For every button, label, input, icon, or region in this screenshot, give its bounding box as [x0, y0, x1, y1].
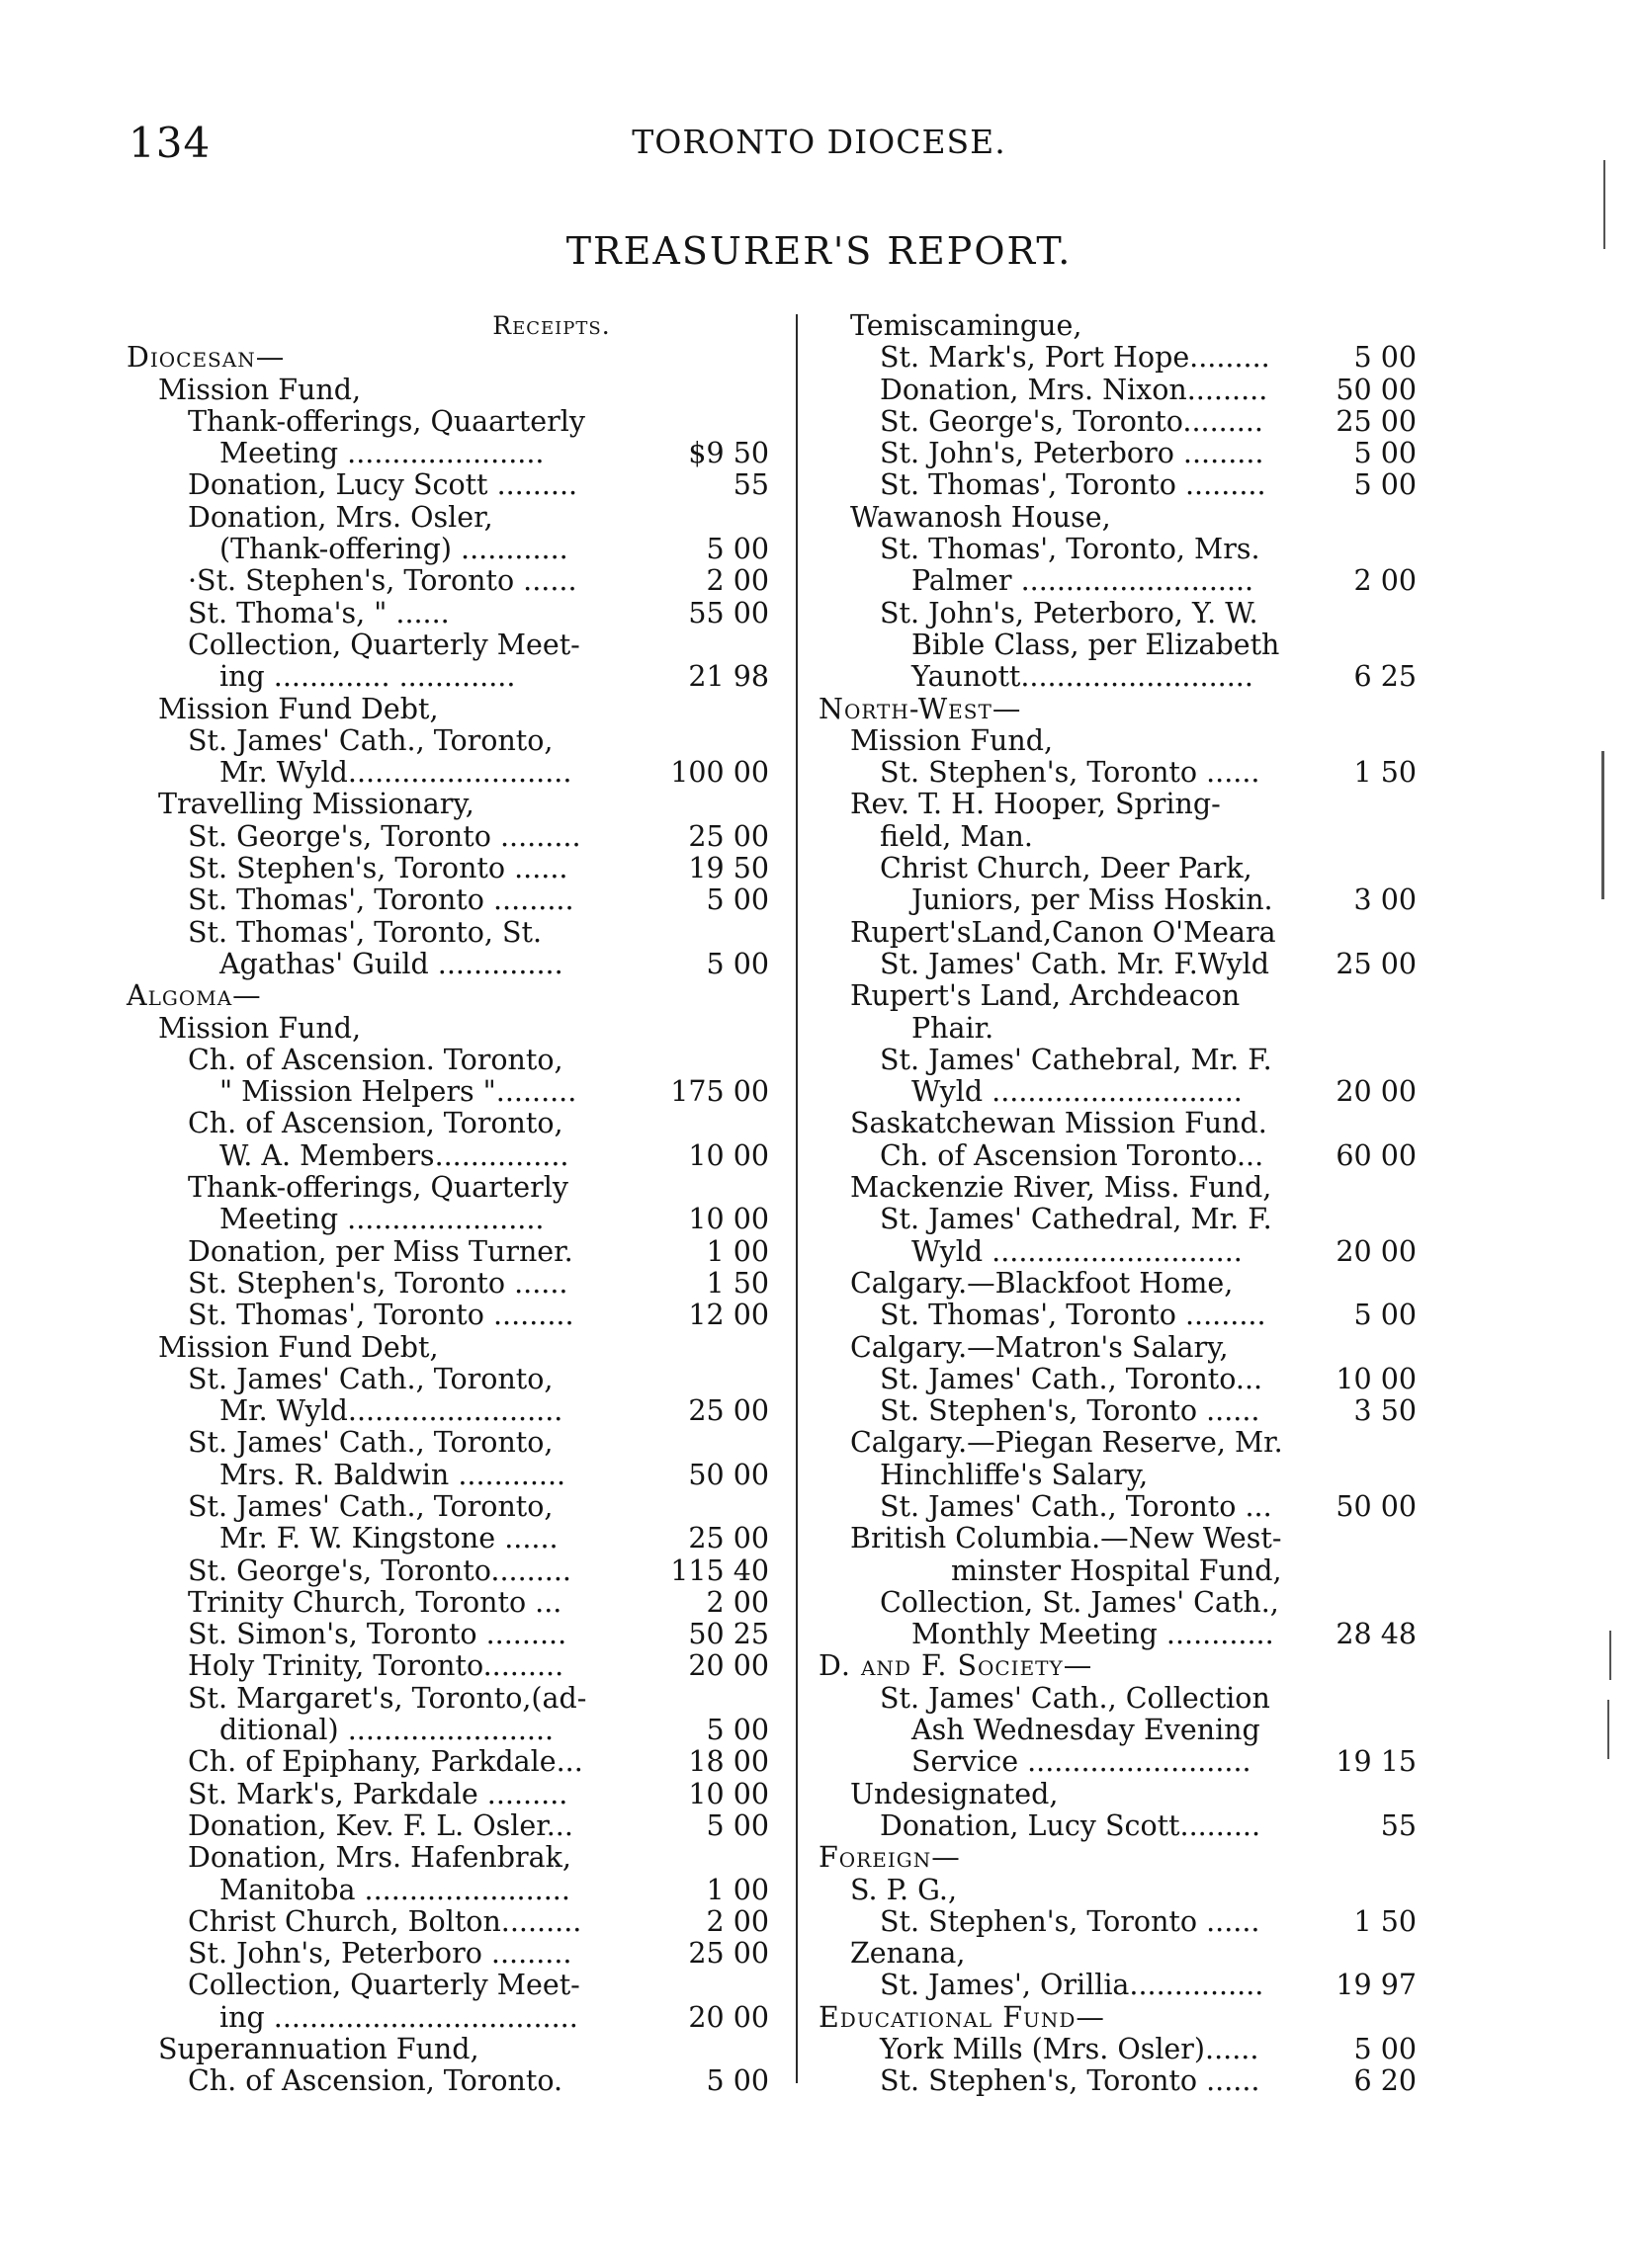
ledger-entry-label: Christ Church, Deer Park,	[880, 852, 1252, 885]
ledger-entry-label: Hinchliffe's Salary,	[880, 1458, 1149, 1491]
ledger-entry-amount: 1 50	[706, 1266, 769, 1300]
ledger-entry-label: Ash Wednesday Evening	[911, 1714, 1260, 1747]
ledger-entry-amount: 60 00	[1336, 1138, 1417, 1172]
ledger-line	[127, 1204, 769, 1235]
ledger-entry-label: Monthly Meeting ............	[911, 1618, 1274, 1651]
ledger-entry-amount: 1 50	[1353, 756, 1417, 790]
ledger-entry-label: St. James' Cath., Toronto,	[188, 723, 554, 757]
ledger-entry-label: Collection, Quarterly Meet-	[188, 1969, 580, 2002]
ledger-line	[819, 1938, 1451, 1970]
ledger-entry-amount: 25 00	[688, 819, 769, 853]
ledger-line	[127, 1491, 769, 1523]
ledger-entry-label: St. James' Cathedral, Mr. F.	[880, 1203, 1272, 1236]
ledger-entry-label: ·St. Stephen's, Toronto ......	[188, 564, 577, 598]
margin-mark	[1601, 751, 1604, 899]
ledger-entry-label: ditional) .......................	[219, 1714, 555, 1747]
ledger-line	[127, 1938, 769, 1970]
ledger-line	[819, 694, 1451, 725]
ledger-line	[127, 2002, 769, 2034]
ledger-entry-amount: 5 00	[706, 1714, 769, 1747]
ledger-entry-label: St. George's, Toronto.........	[188, 1554, 571, 1587]
ledger-entry-label: St. John's, Peterboro .........	[880, 437, 1264, 470]
ledger-entry-label: St. Thomas', Toronto .........	[880, 468, 1266, 502]
ledger-entry-amount: 5 00	[1353, 2033, 1417, 2066]
ledger-entry-amount: 1 50	[1353, 1904, 1417, 1938]
ledger-entry-label: Juniors, per Miss Hoskin.	[911, 883, 1273, 917]
ledger-line	[819, 1555, 1451, 1587]
ledger-entry-label: Holy Trinity, Toronto.........	[188, 1649, 564, 1683]
ledger-line	[127, 1970, 769, 2001]
ledger-entry-label: Trinity Church, Toronto ...	[188, 1585, 562, 1619]
ledger-entry-label: Rupert'sLand,Canon O'Meara	[850, 915, 1276, 949]
ledger-line	[819, 1715, 1451, 1746]
ledger-entry-amount: 5 00	[706, 883, 769, 917]
ledger-entry-amount: 2 00	[1353, 564, 1417, 598]
ledger-entry-label: Undesignated,	[850, 1777, 1059, 1810]
ledger-line	[127, 565, 769, 597]
ledger-entry-label: St. James' Cath., Toronto,	[188, 1426, 554, 1460]
ledger-line	[819, 1587, 1451, 1619]
ledger-line	[127, 2065, 769, 2097]
ledger-line	[127, 406, 769, 438]
ledger-entry-amount: 20 00	[1336, 1234, 1417, 1268]
ledger-entry-label: Wyld ............................	[911, 1234, 1243, 1268]
ledger-entry-label: Ch. of Ascension Toronto...	[880, 1138, 1264, 1172]
ledger-entry-label: Wawanosh House,	[850, 500, 1111, 534]
ledger-entry-amount: 25 00	[1336, 947, 1417, 980]
ledger-line	[127, 1172, 769, 1204]
ledger-entry-label: " Mission Helpers ".........	[219, 1075, 577, 1109]
ledger-line	[819, 1523, 1451, 1554]
ledger-entry-amount: 18 00	[688, 1745, 769, 1779]
ledger-entry-amount: 50 00	[1336, 1489, 1417, 1523]
ledger-line	[127, 884, 769, 916]
ledger-entry-amount: 20 00	[1336, 1075, 1417, 1109]
ledger-line	[127, 534, 769, 565]
ledger-line	[127, 1650, 769, 1682]
ledger-entry-label: Service .........................	[911, 1745, 1251, 1779]
ledger-entry-amount: 10 00	[688, 1777, 769, 1810]
ledger-entry-label: Donation, Kev. F. L. Osler...	[188, 1808, 573, 1842]
ledger-entry-label: Donation, per Miss Turner.	[188, 1234, 573, 1268]
ledger-entry-amount: 5 00	[1353, 468, 1417, 502]
ledger-entry-label: Ch. of Ascension. Toronto,	[188, 1043, 563, 1076]
ledger-entry-label: St. George's, Toronto.........	[880, 404, 1263, 438]
ledger-entry-label: W. A. Members...............	[219, 1138, 569, 1172]
ledger-entry-label: St. Stephen's, Toronto ......	[188, 1266, 568, 1300]
ledger-line	[819, 565, 1451, 597]
ledger-line	[819, 342, 1451, 374]
running-title: TORONTO DIOCESE.	[632, 123, 1006, 161]
ledger-entry-label: St. James' Cath., Toronto...	[880, 1362, 1263, 1395]
ledger-line	[127, 1906, 769, 1938]
ledger-line	[127, 661, 769, 693]
ledger-line	[127, 1715, 769, 1746]
ledger-entry-label: St. Mark's, Port Hope.........	[880, 341, 1270, 375]
ledger-entry-label: Donation, Lucy Scott .........	[188, 468, 578, 502]
ledger-entry-label: St. Mark's, Parkdale .........	[188, 1777, 568, 1810]
ledger-entry-amount: 2 00	[706, 1585, 769, 1619]
ledger-entry-label: St. James' Cath. Mr. F.Wyld	[880, 947, 1269, 980]
ledger-line	[127, 1460, 769, 1491]
ledger-line	[819, 598, 1451, 630]
ledger-line	[819, 2065, 1451, 2097]
ledger-entry-label: Calgary.—Piegan Reserve, Mr.	[850, 1426, 1283, 1460]
ledger-entry-label: Mission Fund,	[158, 1011, 362, 1045]
ledger-entry-label: St. James' Cath., Toronto ...	[880, 1489, 1272, 1523]
ledger-entry-label: Palmer ..........................	[911, 564, 1254, 598]
ledger-line	[819, 1140, 1451, 1172]
ledger-line	[127, 1364, 769, 1395]
ledger-line	[127, 917, 769, 949]
ledger-line	[819, 1842, 1451, 1874]
ledger-line	[819, 789, 1451, 820]
ledger-entry-label: St. Thomas', Toronto .........	[188, 883, 574, 917]
ledger-line	[127, 469, 769, 501]
ledger-entry-label: Travelling Missionary,	[158, 788, 474, 821]
ledger-line	[819, 438, 1451, 469]
ledger-entry-label: ing ..................................	[219, 2000, 578, 2034]
ledger-entry-label: St. Stephen's, Toronto ......	[880, 1394, 1260, 1428]
ledger-entry-amount: 20 00	[688, 1649, 769, 1683]
ledger-entry-label: Thank-offerings, Quaarterly	[188, 404, 585, 438]
ledger-entry-label: D. and F. Society—	[819, 1649, 1093, 1683]
ledger-entry-label: Collection, Quarterly Meet-	[188, 628, 580, 661]
ledger-entry-label: Phair.	[911, 1011, 994, 1045]
ledger-line	[819, 1491, 1451, 1523]
ledger-line	[127, 1587, 769, 1619]
ledger-line	[127, 1300, 769, 1331]
ledger-line	[819, 757, 1451, 789]
ledger-entry-label: St. John's, Peterboro, Y. W.	[880, 596, 1258, 630]
ledger-entry-amount: 25 00	[688, 1937, 769, 1971]
ledger-entry-amount: 19 15	[1336, 1745, 1417, 1779]
margin-mark	[1609, 1631, 1611, 1680]
ledger-line	[127, 1619, 769, 1650]
ledger-entry-label: (Thank-offering) ............	[219, 533, 568, 566]
ledger-entry-label: St. James' Cath., Toronto,	[188, 1489, 554, 1523]
ledger-entry-label: Mission Fund Debt,	[158, 692, 439, 725]
ledger-entry-label: Rev. T. H. Hooper, Spring-	[850, 788, 1221, 821]
ledger-entry-label: Bible Class, per Elizabeth	[911, 628, 1280, 661]
ledger-line	[819, 1683, 1451, 1715]
ledger-entry-label: Mr. Wyld........................	[219, 1394, 563, 1428]
ledger-entry-label: St. Thomas', Toronto, St.	[188, 915, 543, 949]
ledger-entry-label: Mrs. R. Baldwin ............	[219, 1458, 566, 1491]
ledger-entry-amount: 25 00	[688, 1522, 769, 1555]
ledger-entry-label: Mission Fund,	[158, 373, 362, 406]
ledger-entry-amount: 21 98	[688, 660, 769, 694]
ledger-line	[819, 630, 1451, 661]
ledger-line	[127, 980, 769, 1012]
report-title: TREASURER'S REPORT.	[565, 229, 1073, 273]
ledger-entry-label: Donation, Lucy Scott.........	[880, 1808, 1261, 1842]
ledger-entry-amount: 10 00	[688, 1138, 769, 1172]
ledger-line	[127, 502, 769, 534]
ledger-entry-amount: 50 00	[1336, 373, 1417, 406]
ledger-line	[819, 534, 1451, 565]
ledger-entry-label: St. Thoma's, " ......	[188, 596, 450, 630]
receipts-right-column	[819, 310, 1451, 2098]
ledger-entry-label: Collection, St. James' Cath.,	[880, 1585, 1279, 1619]
ledger-line	[819, 1810, 1451, 1842]
ledger-entry-label: minster Hospital Fund,	[951, 1554, 1282, 1587]
receipts-left-column	[127, 310, 769, 2098]
ledger-line	[819, 884, 1451, 916]
ledger-line	[127, 757, 769, 789]
ledger-line	[819, 980, 1451, 1012]
ledger-entry-amount: 1 00	[706, 1234, 769, 1268]
ledger-line	[819, 821, 1451, 853]
ledger-line	[819, 310, 1451, 342]
ledger-entry-amount: 100 00	[670, 756, 769, 790]
ledger-line	[819, 1746, 1451, 1778]
ledger-entry-label: Meeting ......................	[219, 437, 545, 470]
ledger-line	[127, 630, 769, 661]
ledger-entry-amount: 50 00	[688, 1458, 769, 1491]
page-number: 134	[129, 119, 212, 167]
ledger-line	[819, 1427, 1451, 1459]
ledger-entry-amount: 1 00	[706, 1873, 769, 1906]
ledger-line	[127, 310, 769, 342]
ledger-line	[819, 1013, 1451, 1045]
ledger-entry-amount: 28 48	[1336, 1618, 1417, 1651]
ledger-line	[127, 694, 769, 725]
ledger-line	[127, 1746, 769, 1778]
ledger-entry-amount: 6 20	[1353, 2064, 1417, 2098]
ledger-line	[819, 1045, 1451, 1076]
ledger-line	[127, 1427, 769, 1459]
ledger-entry-label: Meeting ......................	[219, 1203, 545, 1236]
ledger-line	[819, 853, 1451, 884]
ledger-entry-amount: 55 00	[688, 596, 769, 630]
ledger-line	[127, 789, 769, 820]
ledger-entry-label: Mr. Wyld.........................	[219, 756, 572, 790]
ledger-line	[127, 1013, 769, 1045]
ledger-line	[819, 661, 1451, 693]
ledger-entry-label: British Columbia.—New West-	[850, 1522, 1282, 1555]
ledger-entry-label: field, Man.	[880, 819, 1033, 853]
ledger-entry-label: Wyld ............................	[911, 1075, 1243, 1109]
ledger-entry-label: Yaunott..........................	[911, 660, 1253, 694]
ledger-line	[127, 821, 769, 853]
ledger-line	[127, 1842, 769, 1874]
ledger-entry-label: Algoma—	[127, 979, 262, 1013]
ledger-entry-amount: 5 00	[706, 2064, 769, 2098]
ledger-line	[819, 949, 1451, 980]
ledger-entry-label: St. Margaret's, Toronto,(ad-	[188, 1681, 587, 1715]
ledger-entry-label: St. Thomas', Toronto .........	[188, 1299, 574, 1332]
ledger-entry-label: Mr. F. W. Kingstone ......	[219, 1522, 559, 1555]
ledger-line	[819, 2034, 1451, 2065]
ledger-entry-label: St. Thomas', Toronto .........	[880, 1299, 1266, 1332]
ledger-entry-label: St. George's, Toronto .........	[188, 819, 581, 853]
ledger-entry-label: Diocesan—	[127, 341, 286, 375]
ledger-entry-label: North-West—	[819, 692, 1022, 725]
ledger-entry-amount: 20 00	[688, 2000, 769, 2034]
ledger-line	[127, 1108, 769, 1139]
ledger-entry-label: Calgary.—Blackfoot Home,	[850, 1266, 1234, 1300]
ledger-line	[127, 1268, 769, 1300]
ledger-entry-label: ing ............. .............	[219, 660, 516, 694]
ledger-entry-amount: 3 50	[1353, 1394, 1417, 1428]
ledger-entry-label: St. James', Orillia...............	[880, 1969, 1264, 2002]
ledger-entry-amount: 12 00	[688, 1299, 769, 1332]
ledger-entry-label: St. James' Cath., Collection	[880, 1681, 1270, 1715]
ledger-entry-amount: 115 40	[670, 1554, 769, 1587]
ledger-entry-label: Superannuation Fund,	[158, 2033, 479, 2066]
margin-mark	[1603, 160, 1605, 249]
ledger-entry-amount: 50 25	[688, 1618, 769, 1651]
ledger-entry-amount: 25 00	[1336, 404, 1417, 438]
ledger-entry-amount: 5 00	[706, 533, 769, 566]
ledger-entry-amount: 3 00	[1353, 883, 1417, 917]
ledger-entry-amount: 10 00	[1336, 1362, 1417, 1395]
ledger-entry-label: Donation, Mrs. Hafenbrak,	[188, 1841, 571, 1875]
ledger-line	[819, 1650, 1451, 1682]
ledger-line	[819, 1268, 1451, 1300]
ledger-entry-label: St. James' Cathebral, Mr. F.	[880, 1043, 1272, 1076]
ledger-line	[127, 1395, 769, 1427]
ledger-line	[819, 1332, 1451, 1364]
ledger-line	[819, 1236, 1451, 1268]
ledger-line	[819, 1619, 1451, 1650]
ledger-entry-amount: 19 97	[1336, 1969, 1417, 2002]
ledger-line	[127, 725, 769, 757]
ledger-line	[127, 342, 769, 374]
ledger-entry-label: York Mills (Mrs. Osler)......	[880, 2033, 1259, 2066]
ledger-entry-label: Agathas' Guild ..............	[219, 947, 563, 980]
ledger-line	[127, 1236, 769, 1268]
ledger-entry-amount: 55	[733, 468, 769, 502]
ledger-line	[819, 1906, 1451, 1938]
ledger-entry-label: Temiscamingue,	[850, 309, 1082, 342]
ledger-line	[127, 1555, 769, 1587]
ledger-entry-label: Donation, Mrs. Nixon.........	[880, 373, 1268, 406]
ledger-line	[127, 598, 769, 630]
ledger-entry-label: Donation, Mrs. Osler,	[188, 500, 493, 534]
ledger-line	[819, 1970, 1451, 2001]
ledger-entry-label: St. John's, Peterboro .........	[188, 1937, 572, 1971]
ledger-line	[819, 1172, 1451, 1204]
ledger-entry-amount: 5 00	[706, 947, 769, 980]
ledger-entry-label: Saskatchewan Mission Fund.	[850, 1107, 1267, 1140]
ledger-line	[127, 1683, 769, 1715]
ledger-entry-label: Thank-offerings, Quarterly	[188, 1171, 568, 1205]
ledger-entry-amount: 25 00	[688, 1394, 769, 1428]
ledger-entry-label: Manitoba .......................	[219, 1873, 570, 1906]
ledger-line	[127, 1076, 769, 1108]
ledger-line	[127, 853, 769, 884]
ledger-line	[819, 1779, 1451, 1810]
ledger-entry-label: Mackenzie River, Miss. Fund,	[850, 1171, 1272, 1205]
ledger-entry-label: Christ Church, Bolton.........	[188, 1904, 582, 1938]
ledger-entry-label: Receipts.	[492, 311, 611, 340]
ledger-entry-amount: 6 25	[1353, 660, 1417, 694]
ledger-entry-label: Foreign—	[819, 1841, 961, 1875]
ledger-line	[127, 1332, 769, 1364]
ledger-entry-label: St. Simon's, Toronto .........	[188, 1618, 567, 1651]
ledger-entry-amount: 5 00	[1353, 1299, 1417, 1332]
ledger-entry-label: St. Stephen's, Toronto ......	[880, 1904, 1260, 1938]
ledger-entry-amount: $9 50	[688, 437, 769, 470]
ledger-entry-label: Zenana,	[850, 1937, 966, 1971]
margin-mark	[1607, 1700, 1609, 1759]
ledger-line	[819, 1460, 1451, 1491]
ledger-entry-amount: 19 50	[688, 852, 769, 885]
ledger-line	[819, 1395, 1451, 1427]
ledger-entry-label: St. Stephen's, Toronto ......	[188, 852, 568, 885]
ledger-entry-label: St. Thomas', Toronto, Mrs.	[880, 533, 1260, 566]
ledger-entry-amount: 2 00	[706, 1904, 769, 1938]
ledger-entry-label: Mission Fund,	[850, 723, 1054, 757]
ledger-entry-label: Mission Fund Debt,	[158, 1330, 439, 1364]
ledger-line	[127, 2034, 769, 2065]
ledger-entry-label: Ch. of Epiphany, Parkdale...	[188, 1745, 583, 1779]
ledger-entry-label: Rupert's Land, Archdeacon	[850, 979, 1241, 1013]
ledger-line	[819, 1875, 1451, 1906]
ledger-line	[819, 1300, 1451, 1331]
ledger-line	[127, 1045, 769, 1076]
ledger-line	[127, 1523, 769, 1554]
ledger-line	[127, 1779, 769, 1810]
ledger-entry-label: S. P. G.,	[850, 1873, 958, 1906]
ledger-entry-label: Ch. of Ascension, Toronto.	[188, 2064, 563, 2098]
ledger-entry-amount: 2 00	[706, 564, 769, 598]
ledger-entry-amount: 5 00	[1353, 437, 1417, 470]
ledger-entry-label: Educational Fund—	[819, 2000, 1105, 2034]
ledger-line	[819, 2002, 1451, 2034]
ledger-line	[819, 1076, 1451, 1108]
ledger-line	[819, 469, 1451, 501]
ledger-entry-amount: 5 00	[706, 1808, 769, 1842]
ledger-line	[819, 1108, 1451, 1139]
ledger-line	[819, 1364, 1451, 1395]
ledger-entry-label: St. Stephen's, Toronto ......	[880, 2064, 1260, 2098]
ledger-line	[127, 438, 769, 469]
ledger-line	[819, 725, 1451, 757]
ledger-line	[819, 1204, 1451, 1235]
ledger-line	[819, 406, 1451, 438]
ledger-entry-label: Calgary.—Matron's Salary,	[850, 1330, 1229, 1364]
ledger-line	[819, 502, 1451, 534]
ledger-entry-amount: 10 00	[688, 1203, 769, 1236]
ledger-entry-label: St. James' Cath., Toronto,	[188, 1362, 554, 1395]
ledger-line	[819, 917, 1451, 949]
ledger-line	[127, 375, 769, 406]
ledger-entry-label: Ch. of Ascension, Toronto,	[188, 1107, 563, 1140]
ledger-entry-amount: 55	[1380, 1808, 1417, 1842]
ledger-entry-label: St. Stephen's, Toronto ......	[880, 756, 1260, 790]
ledger-line	[127, 1140, 769, 1172]
ledger-line	[127, 949, 769, 980]
ledger-line	[819, 375, 1451, 406]
column-divider	[796, 314, 798, 2083]
ledger-entry-amount: 5 00	[1353, 341, 1417, 375]
ledger-line	[127, 1810, 769, 1842]
ledger-line	[127, 1875, 769, 1906]
ledger-entry-amount: 175 00	[670, 1075, 769, 1109]
